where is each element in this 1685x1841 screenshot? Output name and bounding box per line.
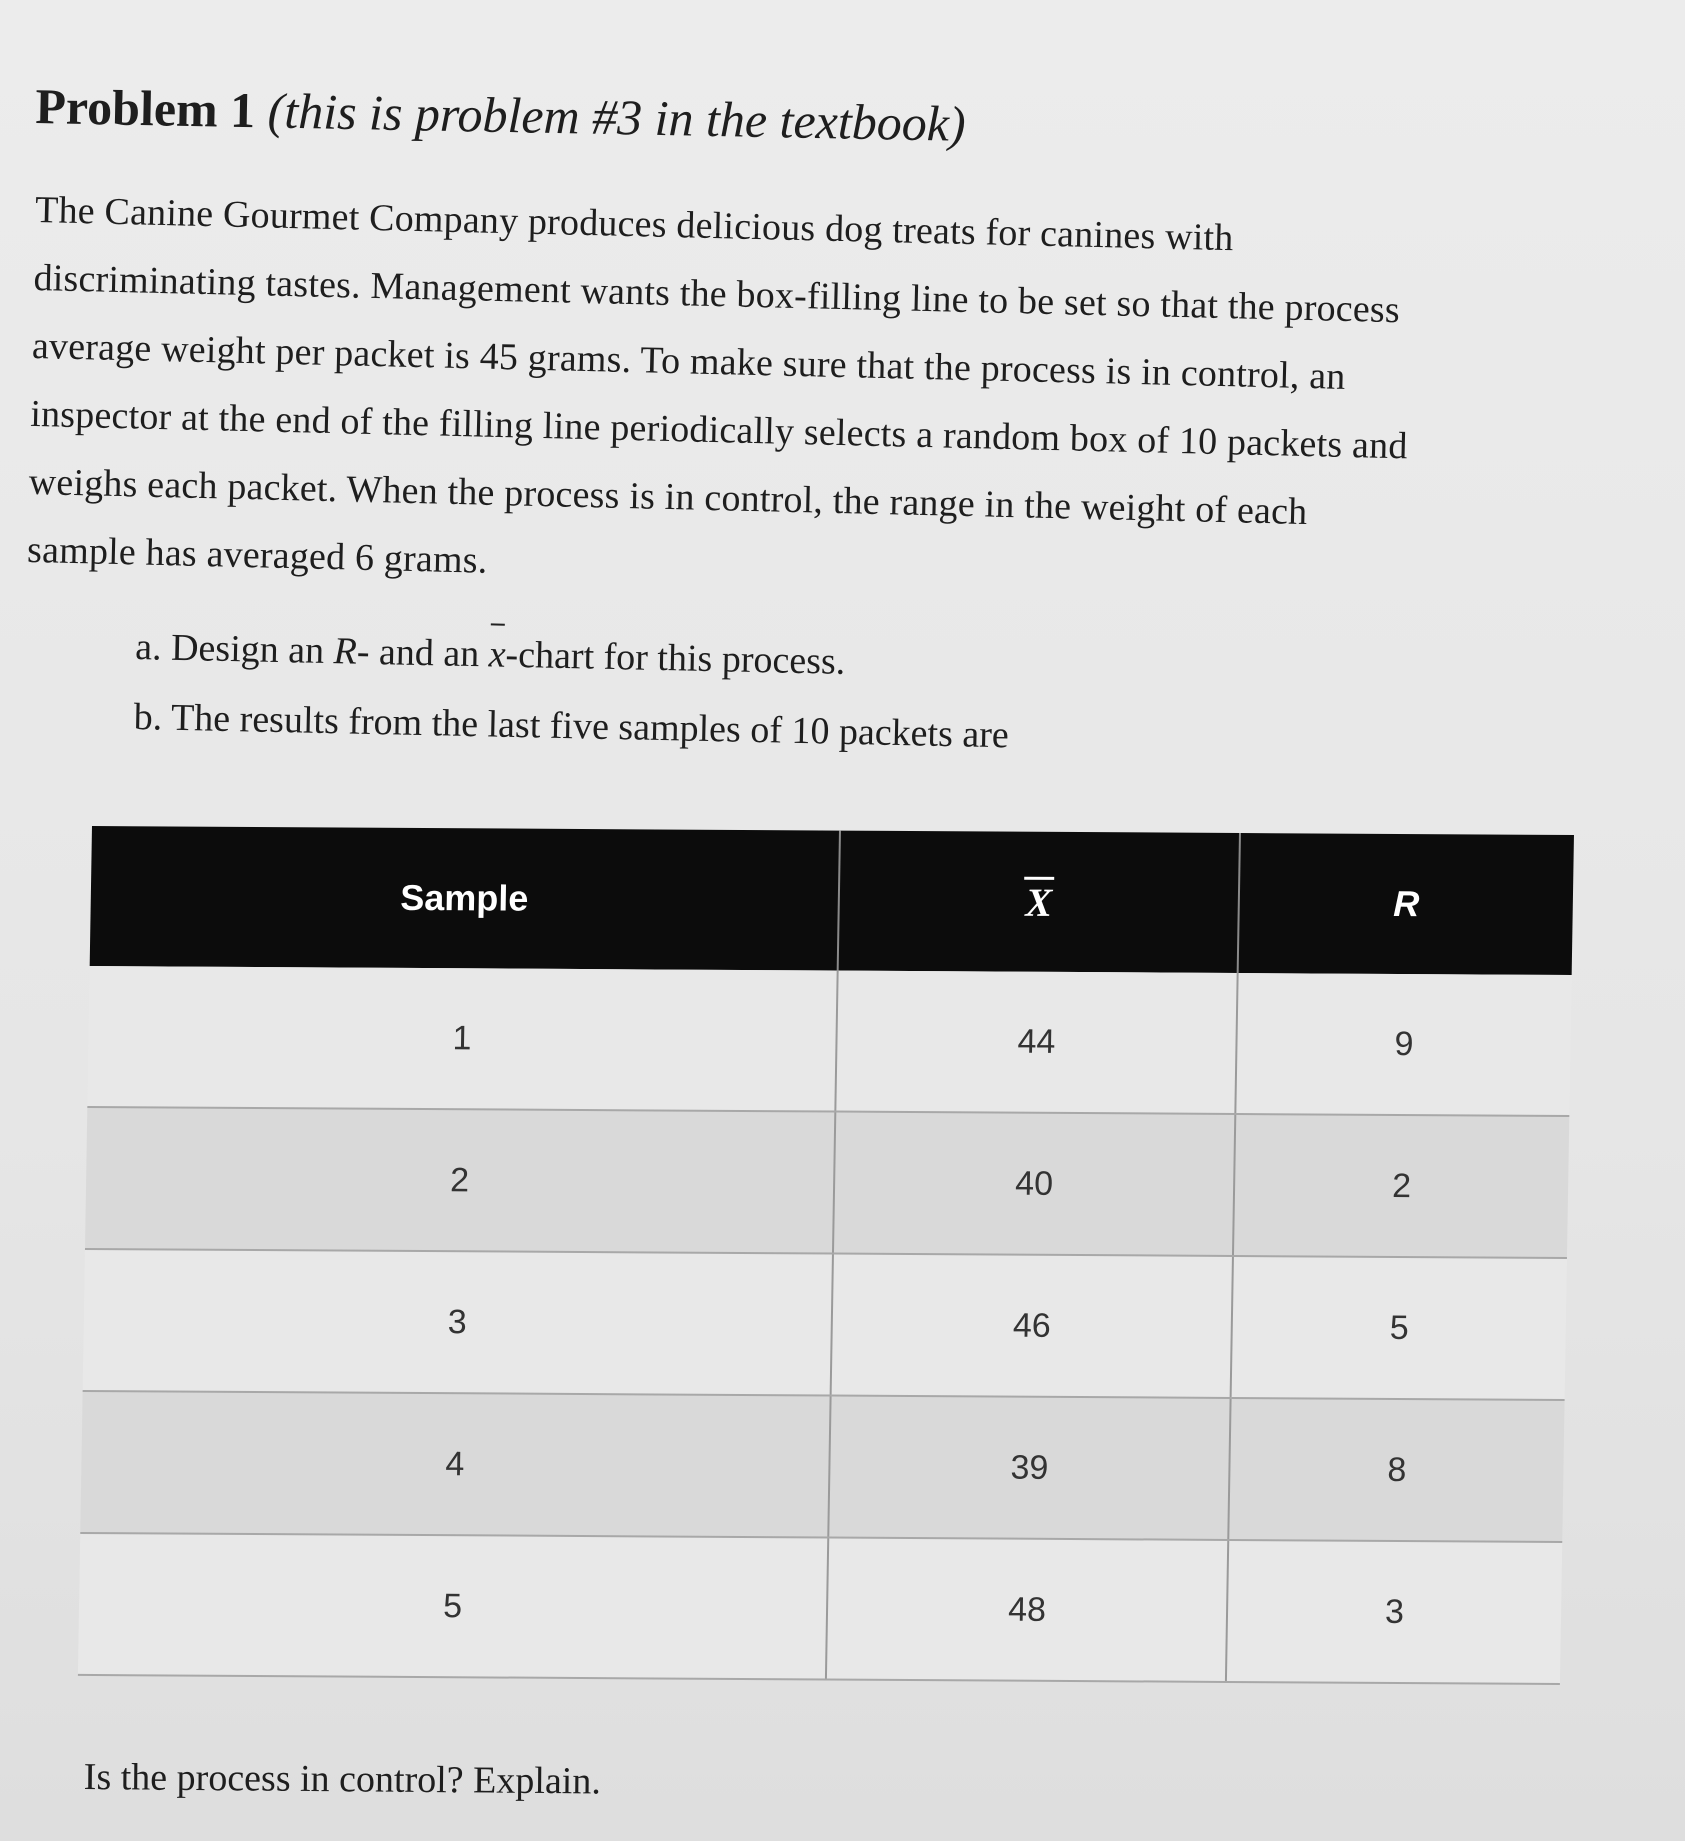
problem-paragraph [26,176,1595,621]
cell-xbar: 44 [835,971,1237,1114]
paragraph-line: average weight per packet is 45 grams. To make sure that the process is in control, an [31,324,1347,398]
sub-question-b: b. The results from the last five samples of 10 packets are [133,695,1010,757]
table-header-row [90,826,1574,975]
table-row [85,1107,1569,1258]
xbar-variable: x [488,619,506,689]
cell-xbar: 46 [831,1254,1233,1398]
header-r [1238,833,1574,975]
header-xbar [838,831,1240,973]
cell-r: 3 [1226,1540,1562,1684]
table-row [87,966,1571,1116]
paragraph-line: weighs each packet. When the process is in control, the range in the weight of each [28,460,1308,534]
cell-sample: 1 [87,966,837,1112]
paragraph-line: inspector at the end of the filling line periodically selects a random box of 10 packets and [29,392,1409,468]
table-row [78,1533,1562,1684]
samples-table-wrapper [78,826,1574,1685]
header-sample: Sample [90,826,840,971]
sub-question-a-mid: - and an [356,630,480,676]
cell-sample: 5 [78,1533,828,1680]
r-variable: R [333,630,358,673]
cell-xbar: 39 [828,1396,1230,1540]
paragraph-line: The Canine Gourmet Company produces delicious dog treats for canines with [34,188,1235,260]
problem-title [35,76,966,154]
paragraph-line: sample has averaged 6 grams. [26,528,488,582]
table-row [80,1391,1564,1542]
table-row [83,1249,1567,1400]
problem-title-note: (this is problem #3 in the textbook) [267,82,967,152]
cell-sample: 4 [80,1391,830,1538]
cell-r: 8 [1228,1398,1564,1542]
cell-r: 2 [1233,1114,1569,1258]
paragraph-line: discriminating tastes. Management wants the box-filling line to be set so that the process [33,256,1401,332]
cell-r: 5 [1231,1256,1567,1400]
sub-questions [133,612,1011,770]
header-r-symbol: R [1392,882,1420,925]
cell-r: 9 [1235,973,1571,1116]
sub-question-a-suffix: -chart for this process. [505,633,846,683]
sub-question-a-prefix: a. Design an [134,625,325,672]
final-question: Is the process in control? Explain. [83,1755,602,1803]
cell-sample: 3 [83,1249,833,1396]
cell-xbar: 48 [826,1538,1228,1682]
header-xbar-symbol: X [1025,879,1053,925]
cell-sample: 2 [85,1107,835,1254]
samples-table [78,826,1574,1685]
cell-xbar: 40 [833,1112,1235,1256]
problem-title-bold: Problem 1 [34,77,256,139]
